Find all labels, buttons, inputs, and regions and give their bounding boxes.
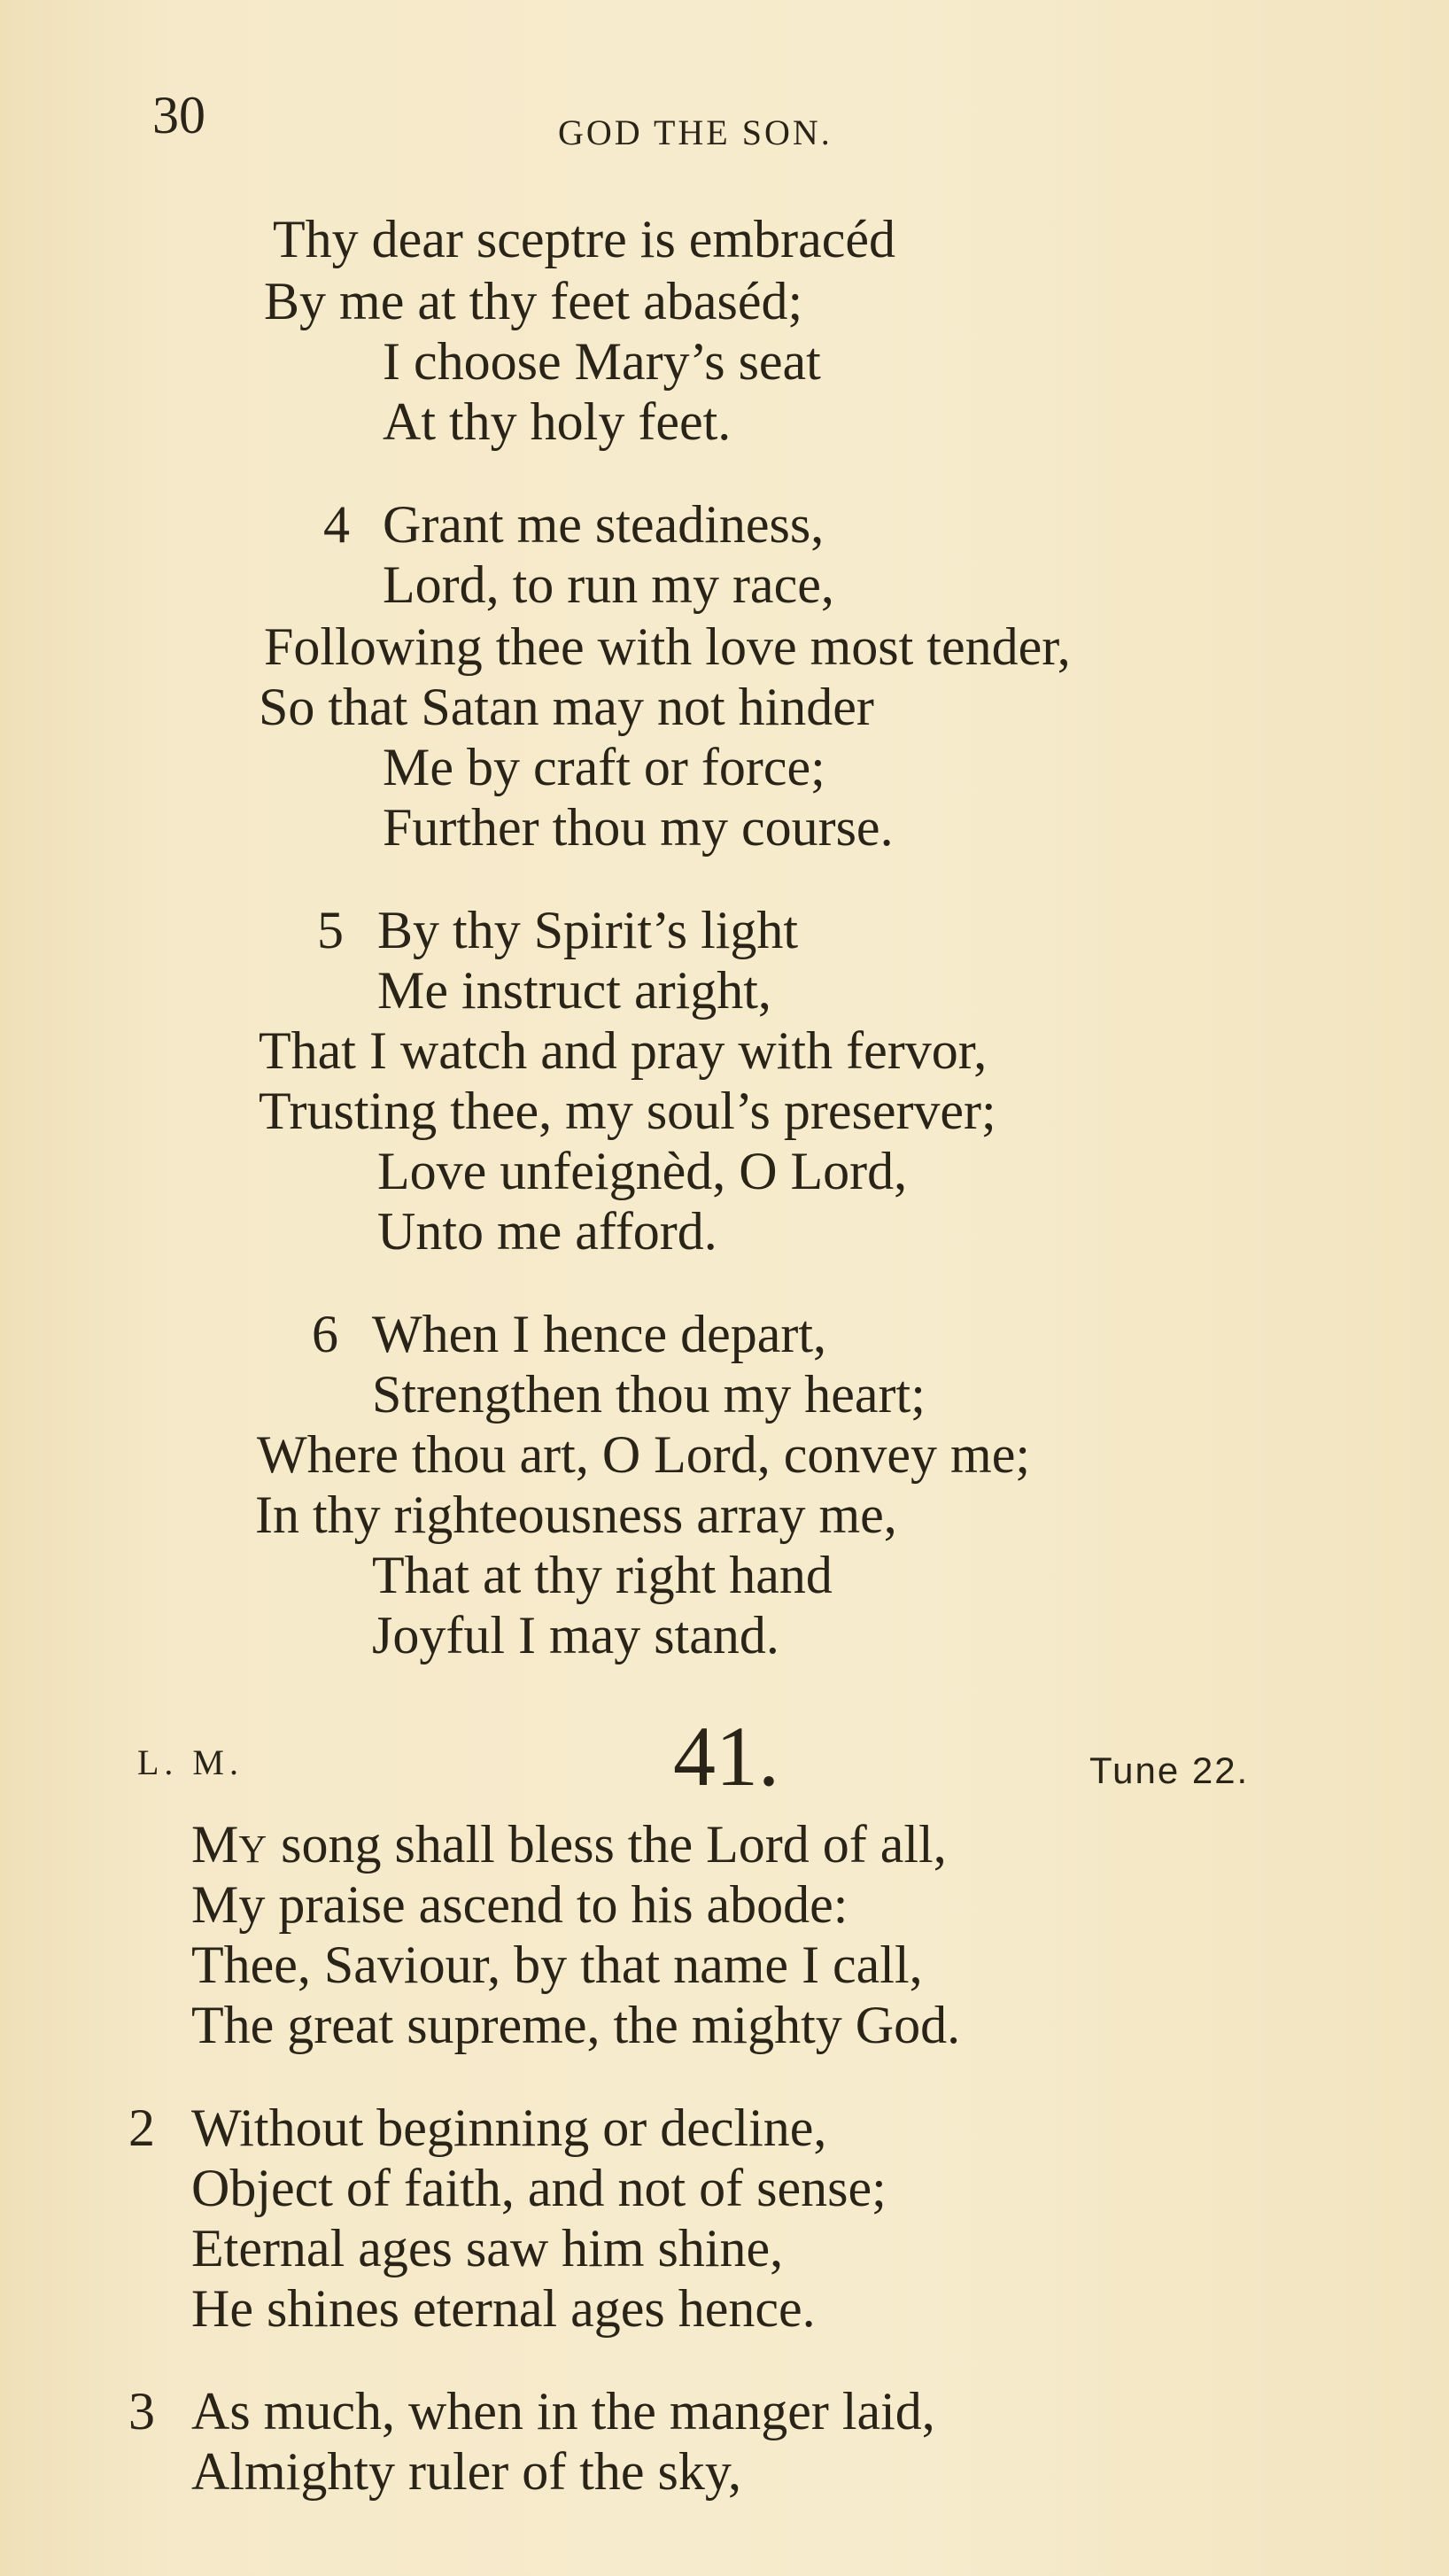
verse-line: The great supreme, the mighty God. [191, 1996, 961, 2054]
verse-line: Without beginning or decline, [191, 2099, 827, 2157]
page-number: 30 [152, 86, 205, 144]
verse-line: That at thy right hand [372, 1546, 833, 1604]
first-line-rest: song shall bless the Lord of all, [267, 1815, 947, 1874]
verse-line: I choose Mary’s seat [383, 332, 821, 391]
hymn-number: 41. [673, 1709, 779, 1804]
verse-line: Almighty ruler of the sky, [191, 2442, 742, 2501]
verse-line: By thy Spirit’s light [377, 901, 799, 959]
stanza-number: 6 [312, 1305, 338, 1363]
verse-line: Thee, Saviour, by that name I call, [191, 1936, 923, 1994]
verse-line: As much, when in the manger laid, [191, 2382, 935, 2440]
verse-line: Thy dear sceptre is embracéd [273, 210, 895, 268]
verse-line: By me at thy feet abaséd; [264, 272, 803, 330]
verse-line: At thy holy feet. [383, 392, 732, 451]
running-head: GOD THE SON. [558, 113, 833, 152]
verse-line: So that Satan may not hinder [259, 678, 874, 736]
hymn-meter: L. M. [137, 1742, 244, 1782]
tune-reference: Tune 22. [1089, 1750, 1250, 1791]
verse-line: Grant me steadiness, [383, 495, 825, 554]
stanza-number: 4 [323, 495, 350, 554]
verse-line: Eternal ages saw him shine, [191, 2219, 784, 2277]
verse-line: Unto me afford. [377, 1202, 717, 1261]
verse-line: Me instruct aright, [377, 961, 771, 1020]
verse-line: Trusting thee, my soul’s preserver; [259, 1082, 996, 1140]
verse-line: Object of faith, and not of sense; [191, 2159, 887, 2217]
verse-line: Lord, to run my race, [383, 555, 834, 614]
verse-line: Joyful I may stand. [372, 1606, 779, 1664]
verse-line-first [191, 1815, 947, 1874]
stanza-number: 5 [317, 901, 344, 959]
initial-letter: M [191, 1815, 239, 1874]
verse-line: Where thou art, O Lord, convey me; [257, 1425, 1031, 1484]
verse-line: My praise ascend to his abode: [191, 1875, 848, 1934]
verse-line: That I watch and pray with fervor, [259, 1021, 988, 1080]
verse-line: In thy righteousness array me, [255, 1486, 897, 1544]
stanza-number: 3 [128, 2382, 155, 2440]
verse-line: When I hence depart, [372, 1305, 827, 1363]
verse-line: Following thee with love most tender, [264, 617, 1071, 676]
stanza-number: 2 [128, 2099, 155, 2157]
verse-line: Further thou my course. [383, 798, 894, 857]
first-word-smallcaps: Y [238, 1827, 268, 1871]
verse-line: Me by craft or force; [383, 738, 825, 796]
verse-line: He shines eternal ages hence. [191, 2279, 816, 2338]
verse-line: Love unfeignèd, O Lord, [377, 1142, 908, 1200]
verse-line: Strengthen thou my heart; [372, 1365, 926, 1424]
